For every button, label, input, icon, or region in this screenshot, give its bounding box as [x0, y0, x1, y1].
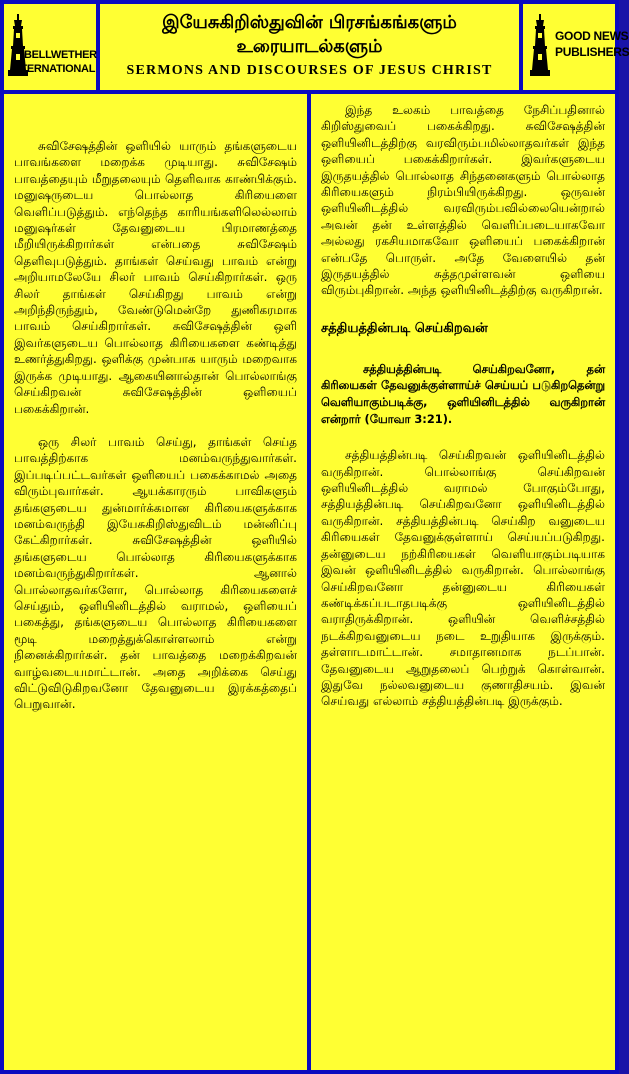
bellwether-logo-text: [10, 48, 97, 76]
good-news-logo-text: [555, 28, 629, 60]
left-paragraph-1: சுவிசேஷத்தின் ஒளியில் யாரும் தங்களுடைய பாவங்களை மறைக்க முடியாது. சுவிசேஷம் பாவத்தையும் மீறுதலையும் தெளிவாக காண்பிக்கும். மனுஷருடைய பொல்லாத கிரியைளை வெளிப்படுத்தும். எந்தெந்த காரியங்களிலெல்லாம் மனுஷர்கள் தேவனுடைய பிரமாணத்தை மீறியிருக்கிறார்கள் என்பதை சுவிசேஷம் தெளிவுபடுத்தும். தாங்கள் செய்வது பாவம் என்று அறியாமலேயே சிலர் பாவம் செய்கிறார்கள். ஒரு சிலர் தாங்கள் செய்கிறது பாவம் என்று அறிந்திருந்தும், வேண்டுமென்றே துணிகரமாக பாவம் செய்கிறார்கள். சுவிசேஷத்தின் ஒளி இவர்களுடைய பொல்லாத கிரியைகளை கண்டித்து உணர்த்துகிறது. ஒளிக்கு முன்பாக யாரும் மறைவாக இருக்க முடியாது. ஆகையினால்தான் பொல்லாங்கு செய்கிறவன் சுவிசேஷத்தின் ஒளியைப் பகைக்கிறான்.: [14, 139, 297, 416]
right-paragraph-bottom: சத்தியத்தின்படி செய்கிறவன் ஒளியினிடத்தில் வருகிறான். பொல்லாங்கு செய்கிறவன் ஒளியினிடத்தில் வராமல் போகும்போது, சத்தியத்தின்படி செய்கிறவனோ ஒளியினிடத்தில் வருகிறான். சத்தியத்தின்படி செய்கிற வனுடைய கிரியைகள் தேவனுக்குள்ளாய் செய்யப்படுகிறது. தன்னுடைய நற்கிரியைகள் வெளியாகும்படியாக இவன் ஒளியினிடத்தில் வருகிறான். பொல்லாங்கு செய்கிறவனோ தன்னுடைய கிரியைகள் கண்டிக்கப்படாதபடிக்கு ஒளியினிடத்தில் வராதிருக்கிறான். ஒளியின் வெளிச்சத்தில் நடக்கிறவனுடைய நடை உறுதியாக இருக்கும். தள்ளாடமாட்டான். சமாதானமாக நடப்பான். தேவனுடைய ஆறுதலைப் பெற்றுக் கொள்வான். இதுவே நல்லவனுடைய குணாதிசயம். இவன் செய்வது எல்லாம் சத்தியத்தின்படி இருக்கும்.: [321, 448, 605, 709]
left-column: [4, 94, 307, 1070]
title-tamil-line2: உரையாடல்களும்: [236, 36, 383, 57]
left-logo-panel: [4, 4, 96, 90]
section-heading: சத்தியத்தின்படி செய்கிறவன்: [321, 320, 488, 336]
right-paragraph-top: இந்த உலகம் பாவத்தை நேசிப்பதினால் கிறிஸ்துவைப் பகைக்கிறது. சுவிசேஷத்தின் ஒளியினிடத்திற்கு வரவிரும்பமில்லாதவர்கள் இந்த ஒளியைப் பகைக்கிறார்கள். இவர்களுடைய இருதயத்தில் பொல்லாத சிந்தனைகளும் பொல்லாத கிரியைகளும் நிரம்பியிருக்கிறது. ஒருவன் ஒளியினிடத்தில் வரவிரும்பவில்லையென்றால் அவன் தன் உள்ளத்தில் வெளிப்படையாகவோ அல்லது ரகசியமாகவோ ஒளியைப் பகைக்கிறான் என்பதே பொருள். அதே வேளையில் தன் இருதயத்தில் சுத்தமுள்ளவன் ஒளியை விரும்புகிறான். அந்த ஒளியினிடத்திற்கு வருகிறான்.: [321, 103, 605, 298]
scripture-quote: சத்தியத்தின்படி செய்கிறவனோ, தன் கிரியைகள் தேவனுக்குள்ளாய்ச் செய்யப் படுகிறதென்று வெளியாகும்படிக்கு, ஒளியினிடத்தில் வருகிறான் என்றார் (யோவா 3:21).: [321, 361, 605, 426]
good-news-logo: [527, 10, 629, 84]
right-logo-panel: [523, 4, 629, 90]
bellwether-logo: [8, 10, 97, 84]
logo-line2: INTERNATIONAL: [10, 63, 96, 75]
title-tamil-line1: இயேசுகிறிஸ்துவின் பிரசங்கங்களும்: [162, 12, 457, 33]
title-panel: [100, 4, 519, 90]
left-paragraph-2: ஒரு சிலர் பாவம் செய்து, தாங்கள் செய்த பாவத்திற்காக மனம்வருந்துவார்கள். இப்படிப்பட்டவர்கள் ஒளியைப் பகைக்காமல் அதை விரும்புவார்கள். ஆயக்காரரும் பாவிகளும் தங்களுடைய துன்மார்க்கமான கிரியைகளுக்காக மனம்வருந்தி இயேசுகிறிஸ்துவிடம் மன்னிப்பு கேட்கிறார்கள். சுவிசேஷத்தின் ஒளியில் தங்களுடைய பொல்லாத கிரியைகளுக்காக மனம்வருந்துகிறார்கள். ஆனால் பொல்லாதவர்களோ, பொல்லாத கிரியைகளைச் செய்தும், ஒளியினிடத்தில் வராமல், ஒளியைப் பகைத்து, தங்களுடைய பொல்லாத கிரியைகளை மூடி மறைத்துக்கொள்ளலாம் என்று நினைக்கிறார்கள். தன் பாவத்தை மறைக்கிறவன் வாழ்வடையமாட்டான். அதை அறிக்கை செய்து விட்டுவிடுகிறவனோ தேவனுடைய இரக்கத்தைப் பெறுவான்.: [14, 434, 297, 712]
logo-line2: PUBLISHERS: [555, 45, 629, 59]
title-english: SERMONS AND DISCOURSES OF JESUS CHRIST: [126, 63, 493, 78]
logo-line1: BELLWETHER: [24, 49, 97, 61]
right-column: [311, 94, 615, 1070]
logo-line1: GOOD NEWS: [555, 29, 629, 43]
